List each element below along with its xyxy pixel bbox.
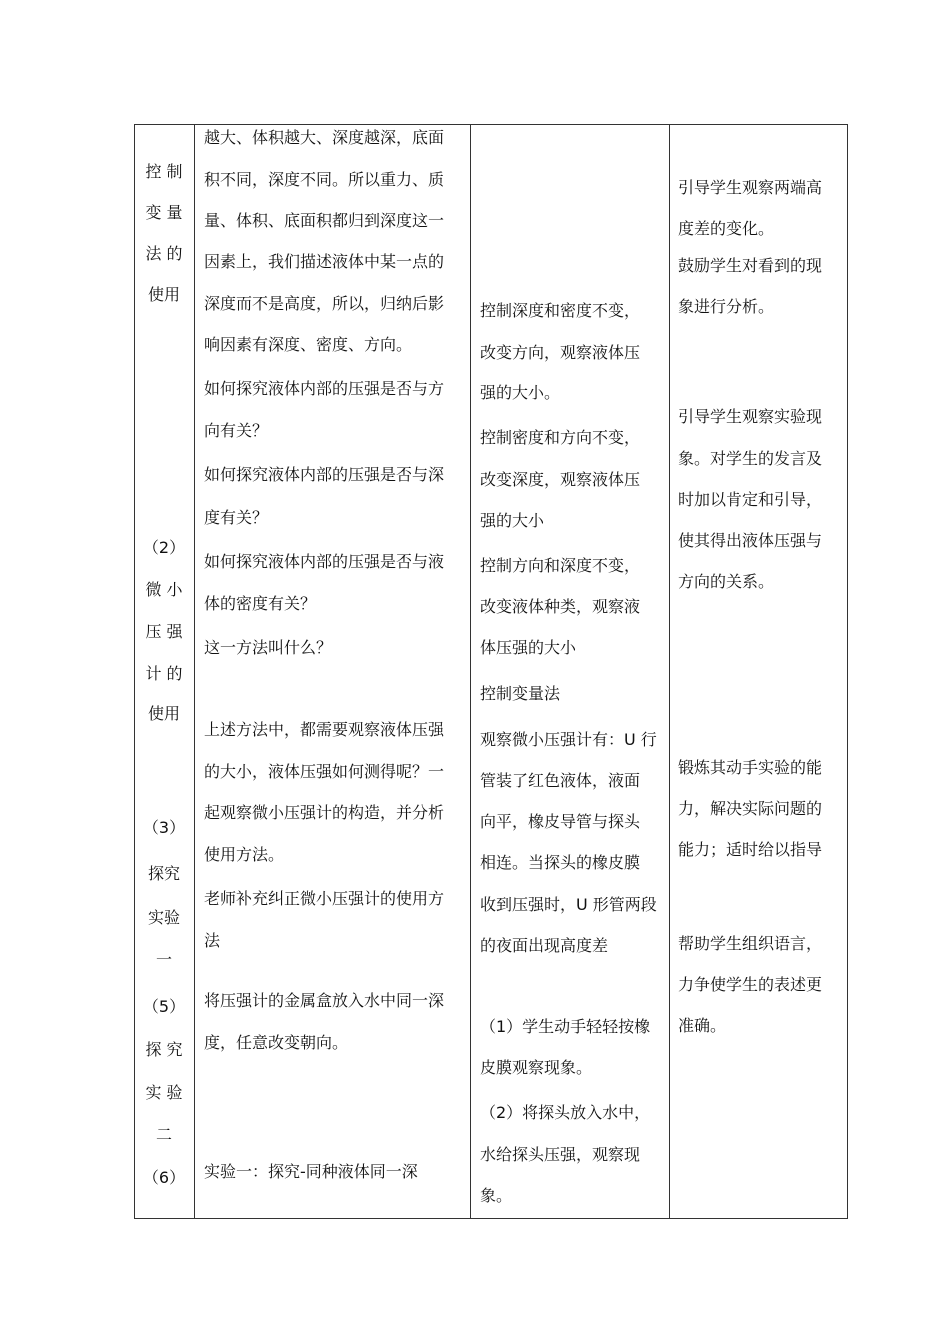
teacher-text-line: 向有关？: [204, 421, 269, 440]
student-text-line: 相连。当探头的橡皮膜: [480, 853, 641, 872]
student-text-line: 强的大小: [480, 511, 545, 530]
student-text-line: 控制深度和密度不变，: [480, 301, 641, 320]
intent-text-line: 引导学生观察两端高: [678, 178, 823, 197]
teacher-text-line: 量、体积、底面积都归到深度这一: [204, 211, 445, 230]
intent-text-line: 引导学生观察实验现: [678, 407, 823, 426]
student-text-line: 控制密度和方向不变，: [480, 428, 641, 447]
intent-text-line: 方向的关系。: [678, 572, 775, 591]
student-text-line: （2）将探头放入水中，: [480, 1103, 651, 1122]
student-text-line: 管装了红色液体，液面: [480, 771, 641, 790]
student-text-line: 象。: [480, 1186, 513, 1205]
student-text-line: 体压强的大小: [480, 638, 577, 657]
intent-text-line: 锻炼其动手实验的能: [678, 758, 823, 777]
intent-text-line: 象。对学生的发言及: [678, 449, 823, 468]
teacher-text-line: 的大小，液体压强如何测得呢？一: [204, 762, 445, 781]
teacher-text-line: 如何探究液体内部的压强是否与深: [204, 465, 445, 484]
teacher-text-line: 积不同，深度不同。所以重力、质: [204, 170, 445, 189]
section-label: 实验: [147, 908, 180, 927]
student-text-line: 控制方向和深度不变，: [480, 556, 641, 575]
student-text-line: 的夜面出现高度差: [480, 936, 609, 955]
teacher-text-line: 实验一：探究-同种液体同一深: [204, 1162, 418, 1181]
student-text-line: 观察微小压强计有：U 行: [480, 730, 657, 749]
intent-text-line: 象进行分析。: [678, 297, 775, 316]
intent-text-line: 力，解决实际问题的: [678, 799, 823, 818]
student-text-line: 皮膜观察现象。: [480, 1058, 593, 1077]
teacher-text-line: 老师补充纠正微小压强计的使用方: [204, 889, 445, 908]
student-text-line: 控制变量法: [480, 684, 561, 703]
intent-text-line: 时加以肯定和引导，: [678, 490, 823, 509]
section-label: 探究: [147, 864, 180, 883]
intent-text-line: 帮助学生组织语言，: [678, 934, 823, 953]
section-label: 探 究: [145, 1040, 183, 1059]
student-text-line: 收到压强时，U 形管两段: [480, 895, 657, 914]
intent-text-line: 准确。: [678, 1016, 727, 1035]
section-label: （6）: [142, 1168, 186, 1187]
intent-text-line: 能力；适时给以指导: [678, 840, 823, 859]
student-text-line: 改变方向，观察液体压: [480, 343, 641, 362]
teacher-text-line: 使用方法。: [204, 845, 285, 864]
intent-text-line: 力争使学生的表述更: [678, 975, 823, 994]
teacher-text-line: 上述方法中，都需要观察液体压强: [204, 720, 445, 739]
lesson-table: [134, 124, 848, 1219]
section-label: 压 强: [145, 622, 183, 641]
section-label: （3）: [142, 818, 186, 837]
column-divider: [470, 125, 471, 1218]
section-label: （5）: [142, 997, 186, 1016]
section-label: 使用: [147, 704, 180, 723]
section-label: （2）: [142, 538, 186, 557]
teacher-text-line: 如何探究液体内部的压强是否与方: [204, 379, 445, 398]
student-text-line: 水给探头压强，观察现: [480, 1145, 641, 1164]
student-text-line: 向平，橡皮导管与探头: [480, 812, 641, 831]
intent-text-line: 使其得出液体压强与: [678, 531, 823, 550]
section-label: 使用: [147, 285, 180, 304]
column-divider: [669, 125, 670, 1218]
section-label: 控 制: [145, 162, 183, 181]
teacher-text-line: 如何探究液体内部的压强是否与液: [204, 552, 445, 571]
teacher-text-line: 度有关？: [204, 508, 269, 527]
section-label: 实 验: [145, 1083, 183, 1102]
teacher-text-line: 体的密度有关？: [204, 594, 317, 613]
section-label: 计 的: [145, 664, 183, 683]
teacher-text-line: 这一方法叫什么？: [204, 638, 333, 657]
teacher-text-line: 将压强计的金属盒放入水中同一深: [204, 991, 445, 1010]
section-label: 二: [155, 1125, 172, 1144]
teacher-text-line: 因素上，我们描述液体中某一点的: [204, 252, 445, 271]
column-divider: [194, 125, 195, 1218]
intent-text-line: 度差的变化。: [678, 219, 775, 238]
section-label: 一: [155, 950, 172, 969]
student-text-line: （1）学生动手轻轻按橡: [480, 1017, 651, 1036]
teacher-text-line: 度，任意改变朝向。: [204, 1033, 349, 1052]
intent-text-line: 鼓励学生对看到的现: [678, 256, 823, 275]
section-label: 微 小: [145, 580, 183, 599]
teacher-text-line: 深度而不是高度，所以，归纳后影: [204, 294, 445, 313]
teacher-text-line: 法: [204, 931, 221, 950]
teacher-text-line: 响因素有深度、密度、方向。: [204, 335, 413, 354]
student-text-line: 改变液体种类，观察液: [480, 597, 641, 616]
section-label: 法 的: [145, 244, 183, 263]
teacher-text-line: 越大、体积越大、深度越深，底面: [204, 128, 445, 147]
section-label: 变 量: [145, 203, 183, 222]
teacher-text-line: 起观察微小压强计的构造，并分析: [204, 803, 445, 822]
student-text-line: 强的大小。: [480, 383, 561, 402]
student-text-line: 改变深度，观察液体压: [480, 470, 641, 489]
